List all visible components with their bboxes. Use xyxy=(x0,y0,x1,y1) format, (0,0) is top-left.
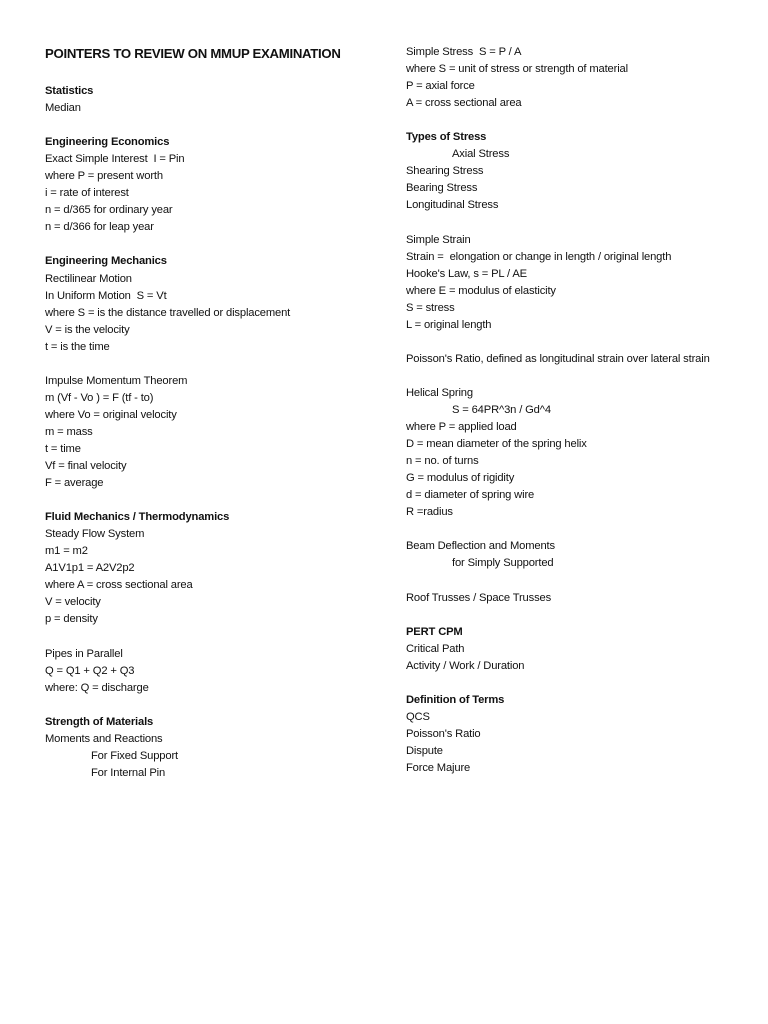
fluid-line: m1 = m2 xyxy=(45,545,88,558)
impulse-line: F = average xyxy=(45,477,104,490)
strength-indented-line: For Fixed Support xyxy=(91,749,178,762)
definition-line: Dispute xyxy=(406,744,443,757)
impulse-line: where Vo = original velocity xyxy=(45,408,177,421)
spacer xyxy=(45,629,375,646)
section-heading-engineering-economics: Engineering Economics xyxy=(45,136,170,149)
impulse-line: t = time xyxy=(45,442,81,455)
impulse-line: Vf = final velocity xyxy=(45,460,127,473)
fluid-line: Steady Flow System xyxy=(45,528,145,541)
mechanics-line: Rectilinear Motion xyxy=(45,272,132,285)
fluid-line: where A = cross sectional area xyxy=(45,579,193,592)
economics-line: n = d/365 for ordinary year xyxy=(45,204,173,217)
section-heading-pert-cpm: PERT CPM xyxy=(406,625,463,638)
mechanics-line: V = is the velocity xyxy=(45,323,130,336)
fluid-line: p = density xyxy=(45,613,98,626)
spacer xyxy=(406,334,746,351)
strain-line: S = stress xyxy=(406,301,455,314)
spacer xyxy=(406,607,746,624)
spacer xyxy=(45,236,375,253)
spring-line: n = no. of turns xyxy=(406,455,479,468)
spring-line: D = mean diameter of the spring helix xyxy=(406,438,587,451)
simple-stress-line: A = cross sectional area xyxy=(406,97,522,110)
pert-line: Critical Path xyxy=(406,642,465,655)
beam-label: Beam Deflection and Moments xyxy=(406,540,555,553)
impulse-line: m (Vf - Vo ) = F (tf - to) xyxy=(45,391,154,404)
spacer xyxy=(406,675,746,692)
definition-line: Poisson's Ratio xyxy=(406,727,481,740)
fluid-line: A1V1p1 = A2V2p2 xyxy=(45,562,135,575)
spring-line: d = diameter of spring wire xyxy=(406,489,535,502)
definition-line: Force Majure xyxy=(406,761,471,774)
economics-line: where P = present worth xyxy=(45,170,163,183)
spacer xyxy=(45,117,375,134)
section-heading-types-of-stress: Types of Stress xyxy=(406,131,487,144)
pipes-line: Pipes in Parallel xyxy=(45,647,123,660)
spring-line: where P = applied load xyxy=(406,421,517,434)
section-heading-fluid-mechanics: Fluid Mechanics / Thermodynamics xyxy=(45,511,230,524)
spacer xyxy=(406,368,746,385)
strain-line: Simple Strain xyxy=(406,233,471,246)
economics-line: Exact Simple Interest I = Pin xyxy=(45,153,185,166)
mechanics-line: t = is the time xyxy=(45,340,110,353)
spacer xyxy=(45,356,375,373)
strain-line: where E = modulus of elasticity xyxy=(406,284,556,297)
mechanics-line: where S = is the distance travelled or displacement xyxy=(45,306,291,319)
pipes-line: where: Q = discharge xyxy=(45,681,149,694)
helical-spring-formula: S = 64PR^3n / Gd^4 xyxy=(452,403,551,416)
beam-indented-line: for Simply Supported xyxy=(452,557,554,570)
stress-type-line: Longitudinal Stress xyxy=(406,199,499,212)
strength-indented-line: For Internal Pin xyxy=(91,766,166,779)
simple-stress-line: where S = unit of stress or strength of material xyxy=(406,63,628,76)
stress-indented-line: Axial Stress xyxy=(452,148,510,161)
stress-type-line: Bearing Stress xyxy=(406,182,478,195)
section-heading-engineering-mechanics: Engineering Mechanics xyxy=(45,255,167,268)
spacer xyxy=(45,492,375,509)
spacer xyxy=(45,697,375,714)
strain-line: Strain = elongation or change in length / original length xyxy=(406,250,672,263)
pipes-line: Q = Q1 + Q2 + Q3 xyxy=(45,664,135,677)
left-column xyxy=(45,44,375,782)
economics-line: n = d/366 for leap year xyxy=(45,221,154,234)
spacer xyxy=(406,214,746,231)
simple-stress-line: P = axial force xyxy=(406,80,475,93)
trusses-line: Roof Trusses / Space Trusses xyxy=(406,591,552,604)
section-heading-statistics: Statistics xyxy=(45,85,94,97)
page-title: POINTERS TO REVIEW ON MMUP EXAMINATION xyxy=(45,46,341,61)
strain-line: Hooke's Law, s = PL / AE xyxy=(406,267,527,280)
spacer xyxy=(406,572,746,589)
stress-type-line: Shearing Stress xyxy=(406,165,484,178)
spacer xyxy=(406,112,746,129)
right-column xyxy=(406,44,746,777)
spring-line: G = modulus of rigidity xyxy=(406,472,515,485)
poisson-line: Poisson's Ratio, defined as longitudinal strain over lateral strain xyxy=(406,352,710,365)
fluid-line: V = velocity xyxy=(45,596,101,609)
mechanics-line: In Uniform Motion S = Vt xyxy=(45,289,167,302)
impulse-line: Impulse Momentum Theorem xyxy=(45,374,188,387)
definition-line: QCS xyxy=(406,710,430,723)
pert-line: Activity / Work / Duration xyxy=(406,659,525,672)
section-heading-strength-of-materials: Strength of Materials xyxy=(45,715,154,728)
helical-spring-label: Helical Spring xyxy=(406,386,473,399)
strength-line: Moments and Reactions xyxy=(45,732,163,745)
impulse-line: m = mass xyxy=(45,425,93,438)
economics-line: i = rate of interest xyxy=(45,187,129,200)
spacer xyxy=(406,521,746,538)
section-heading-definition-of-terms: Definition of Terms xyxy=(406,693,505,706)
strain-line: L = original length xyxy=(406,318,492,331)
simple-stress-line: Simple Stress S = P / A xyxy=(406,46,522,58)
spring-line: R =radius xyxy=(406,506,453,519)
statistics-item: Median xyxy=(45,102,81,115)
